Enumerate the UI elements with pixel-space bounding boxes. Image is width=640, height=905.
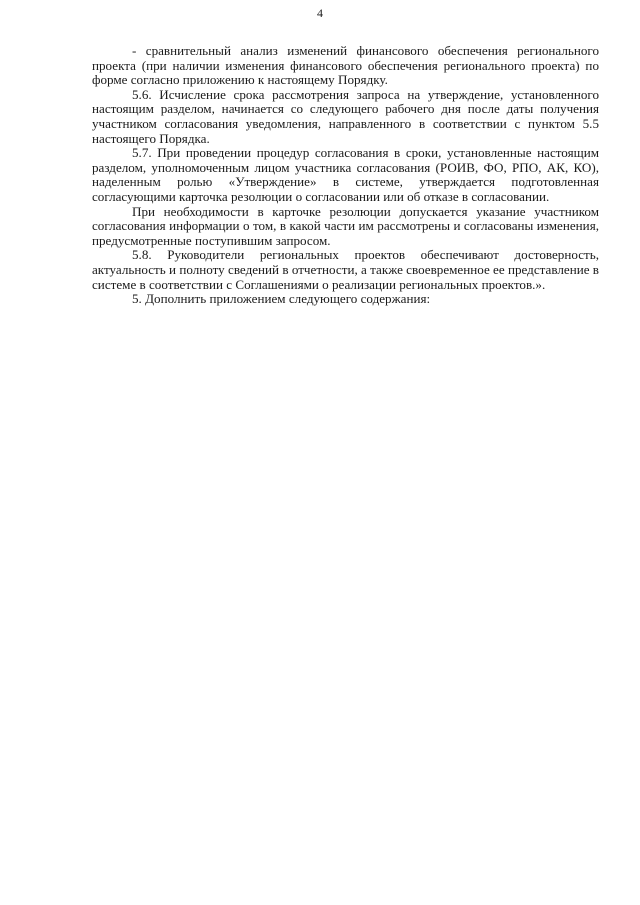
page-number: 4 <box>317 6 323 20</box>
paragraph-5-7: 5.7. При проведении процедур согласования в сроки, установленные настоящим разделом, уполномоченным лицом участника согласования (РОИВ, ФО, РПО, АК, КО), наделенным ролью «Утверждение» в системе, утверждается подготовленная согласующими карточка резолюции о согласовании или об отказе в согласовании. <box>92 145 599 204</box>
paragraph-resolution-card: При необходимости в карточке резолюции допускается указание участником согласования информации о том, в какой части им рассмотрены и согласованы изменения, предусмотренные поступившим запросом. <box>92 203 599 248</box>
paragraph-5-8: 5.8. Руководители региональных проектов обеспечивают достоверность, актуальность и полноту сведений в отчетности, а также своевременное ее представление в системе в соответствии с Соглашениями о реализации региональных проектов.». <box>92 247 599 292</box>
paragraph-comparative-analysis: - сравнительный анализ изменений финансового обеспечения регионального проекта (при наличии изменения финансового обеспечения регионального проекта) по форме согласно приложению к настоящему Порядку. <box>92 43 599 88</box>
document-body <box>92 44 599 307</box>
paragraph-item-5: 5. Дополнить приложением следующего содержания: <box>132 291 431 307</box>
paragraph-5-6: 5.6. Исчисление срока рассмотрения запроса на утверждение, установленного настоящим разделом, начинается со следующего рабочего дня после даты получения участником согласования уведомления, направленного в соответствии с пунктом 5.5 настоящего Порядка. <box>92 86 599 146</box>
